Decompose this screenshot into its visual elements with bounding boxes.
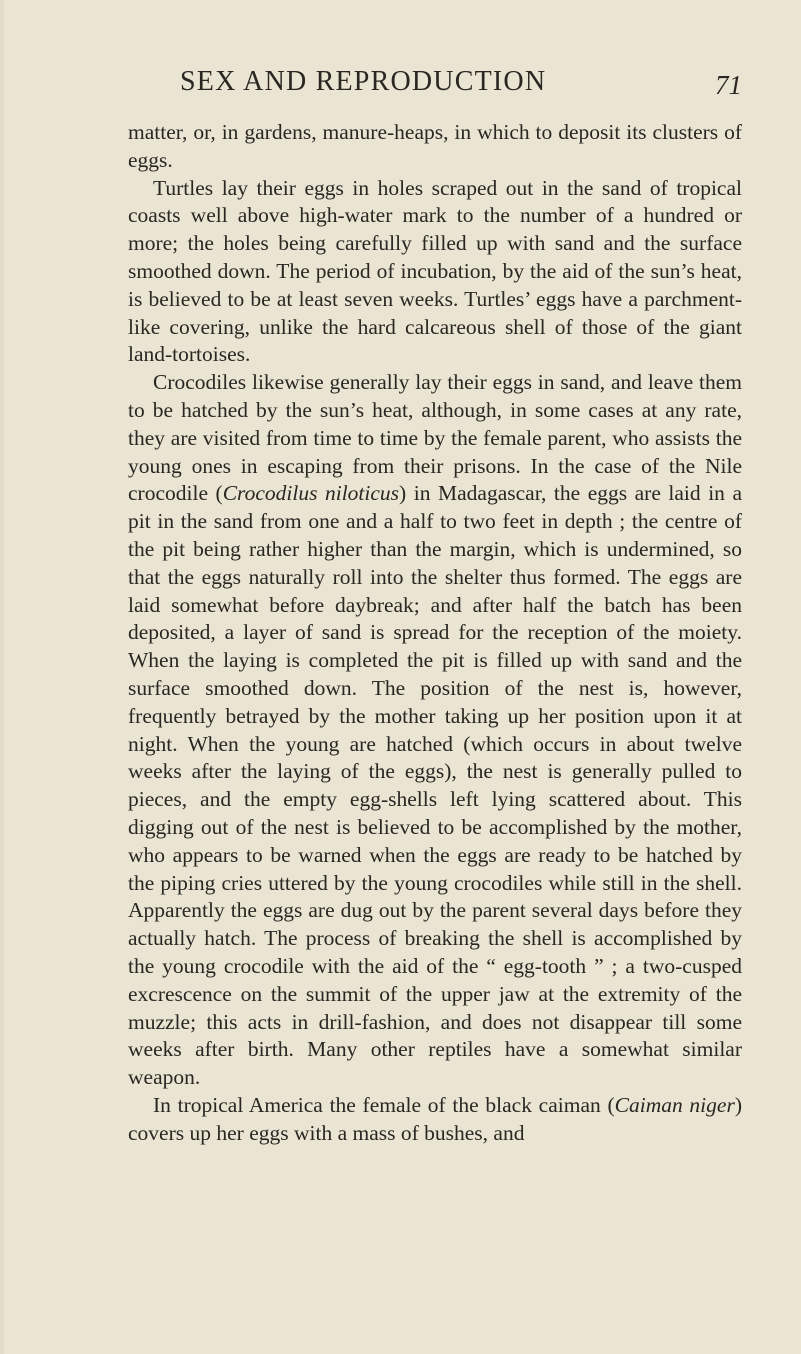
page-number: 71 [715,70,742,100]
text-segment: matter, or, in gardens, manure-heaps, in which to deposit its clusters of eggs. [128,120,742,172]
paragraph-caiman [128,1092,742,1148]
paragraph-turtles [128,175,742,370]
text-segment: ) covers up her eggs with a mass of bushes, and [128,1092,742,1145]
paragraph-continuation [128,119,742,175]
page-header [128,66,742,106]
text-segment: Crocodiles likewise generally lay their eggs in sand, and leave them to be hatched by the sun’s heat, although, in some cases at any rate, they are visited from time to time by the female parent, who assists the young ones in escaping from their prisons. In the case of the Nile crocodile ( [128,370,742,506]
paragraph-crocodiles [128,369,742,1092]
species-name: Crocodilus niloticus [222,481,400,506]
text-segment: ) in Madagascar, the eggs are laid in a pit in the sand from one and a half to two feet in depth ; the centre of the pit being rather higher than the margin, which is undermined, so that the eggs naturally roll into the shelter thus formed. The eggs are laid somewhat before daybreak; and after half the batch has been deposited, a layer of sand is spread for the reception of the moiety. When the laying is completed the pit is filled up with sand and the surface smoothed down. The position of the nest is, however, frequently betrayed by the mother taking up her position upon it at night. When the young are hatched (which occurs in about twelve weeks after the laying of the eggs), the nest is generally pulled to pieces, and the empty egg-shells left lying scattered about. This digging out of the nest is believed to be accomplished by the mother, who appears to be warned when the eggs are ready to be hatched by the piping cries uttered by the young crocodiles while still in the shell. Apparently the eggs are dug out by the parent several days before they actually hatch. The process of breaking the shell is accomplished by the young crocodile with the aid of the “ egg-tooth ” ; a two-cusped excrescence on the summit of the upper jaw at the extremity of the muzzle; this acts in drill-fashion, and does not disappear till some weeks after birth. Many other reptiles have a somewhat similar weapon. [128,481,742,1090]
species-name: Caiman niger [614,1092,735,1117]
text-segment: Turtles lay their eggs in holes scraped out in the sand of tropical coasts well above high-water mark to the number of a hundred or more; the holes being carefully filled up with sand and the surface smoothed down. The period of incubation, by the aid of the sun’s heat, is believed to be at least seven weeks. Turtles’ eggs have a parchment-like covering, unlike the hard calcareous shell of those of the giant land-tortoises. [128,175,742,367]
running-head: SEX AND REPRODUCTION [180,66,547,97]
body-text [128,119,742,1147]
text-segment: In tropical America the female of the black caiman ( [153,1092,615,1117]
